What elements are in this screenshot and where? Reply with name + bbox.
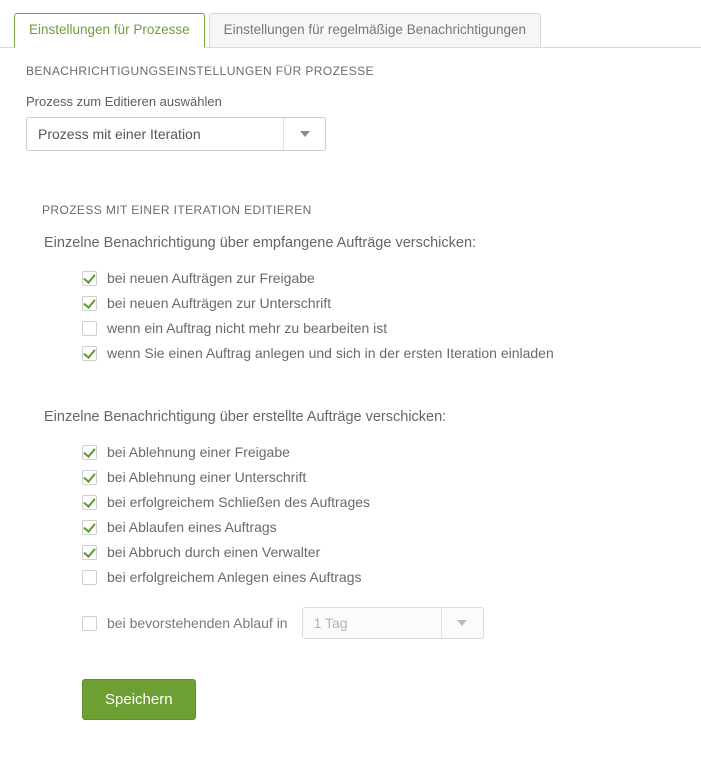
checkbox-ablaufen-auftrag[interactable] [82,520,97,535]
checkbox-ablehnung-unterschrift[interactable] [82,470,97,485]
expiry-period-select[interactable] [302,607,484,639]
list-item[interactable] [82,344,685,363]
list-item-label: wenn Sie einen Auftrag anlegen und sich in der ersten Iteration einladen [107,345,554,361]
group-created-heading: Einzelne Benachrichtigung über erstellte Aufträge verschicken: [44,409,447,425]
chevron-down-icon[interactable] [284,118,325,150]
chevron-down-icon[interactable] [442,608,483,638]
checkbox-ablehnung-freigabe[interactable] [82,445,97,460]
list-item-label: bei Ablaufen eines Auftrags [107,519,277,535]
checkbox-erfolgreiches-schliessen[interactable] [82,495,97,510]
checkbox-auftrag-nicht-bearbeitbar[interactable] [82,321,97,336]
page-title: BENACHRICHTIGUNGSEINSTELLUNGEN FÜR PROZESSE [26,64,374,78]
group-created-list [42,443,685,639]
process-select[interactable] [26,117,326,151]
tab-regelmaessige-benachrichtigungen-label: Einstellungen für regelmäßige Benachrichtigungen [223,22,527,37]
list-item-label: bei Ablehnung einer Freigabe [107,444,290,460]
list-item[interactable] [82,443,685,462]
tab-regelmaessige-benachrichtigungen[interactable] [209,13,541,47]
list-item[interactable] [82,543,685,562]
list-item-label: bei Abbruch durch einen Verwalter [107,544,321,560]
list-item-label: bei neuen Aufträgen zur Freigabe [107,270,315,286]
expiry-label: bei bevorstehenden Ablauf in [107,614,288,631]
expiry-period-value: 1 Tag [313,615,348,631]
process-select-label: Prozess zum Editieren auswählen [26,94,222,109]
list-item-label: bei erfolgreichem Schließen des Auftrages [107,494,371,510]
list-item[interactable] [82,319,685,338]
list-item[interactable] [82,568,685,587]
tab-prozesse[interactable] [14,13,205,47]
checkbox-auftrag-anlegen-erste-iteration[interactable] [82,346,97,361]
process-editor [26,203,685,720]
checkbox-neue-auftraege-freigabe[interactable] [82,271,97,286]
tab-bar [0,0,701,48]
list-item[interactable] [82,468,685,487]
checkbox-neue-auftraege-unterschrift[interactable] [82,296,97,311]
list-item-label: bei erfolgreichem Anlegen eines Auftrags [107,569,362,585]
tab-prozesse-label: Einstellungen für Prozesse [29,22,190,37]
settings-panel [0,48,701,720]
list-item[interactable] [82,269,685,288]
process-select-value: Prozess mit einer Iteration [38,126,201,142]
list-item-label: bei neuen Aufträgen zur Unterschrift [107,295,332,311]
list-item-label: bei Ablehnung einer Unterschrift [107,469,307,485]
checkbox-erfolgreiches-anlegen[interactable] [82,570,97,585]
list-item[interactable] [82,493,685,512]
checkbox-bevorstehender-ablauf[interactable] [82,616,97,631]
process-editor-title: PROZESS MIT EINER ITERATION EDITIEREN [42,203,312,217]
checkbox-abbruch-verwalter[interactable] [82,545,97,560]
form-footer [42,645,685,720]
group-received-heading: Einzelne Benachrichtigung über empfangene Aufträge verschicken: [44,235,477,251]
list-item-label: wenn ein Auftrag nicht mehr zu bearbeiten ist [107,320,388,336]
group-received-list [42,269,685,363]
save-button[interactable]: Speichern [82,679,196,720]
list-item[interactable] [82,294,685,313]
list-item[interactable] [82,518,685,537]
list-item-expiry[interactable] [82,607,685,639]
